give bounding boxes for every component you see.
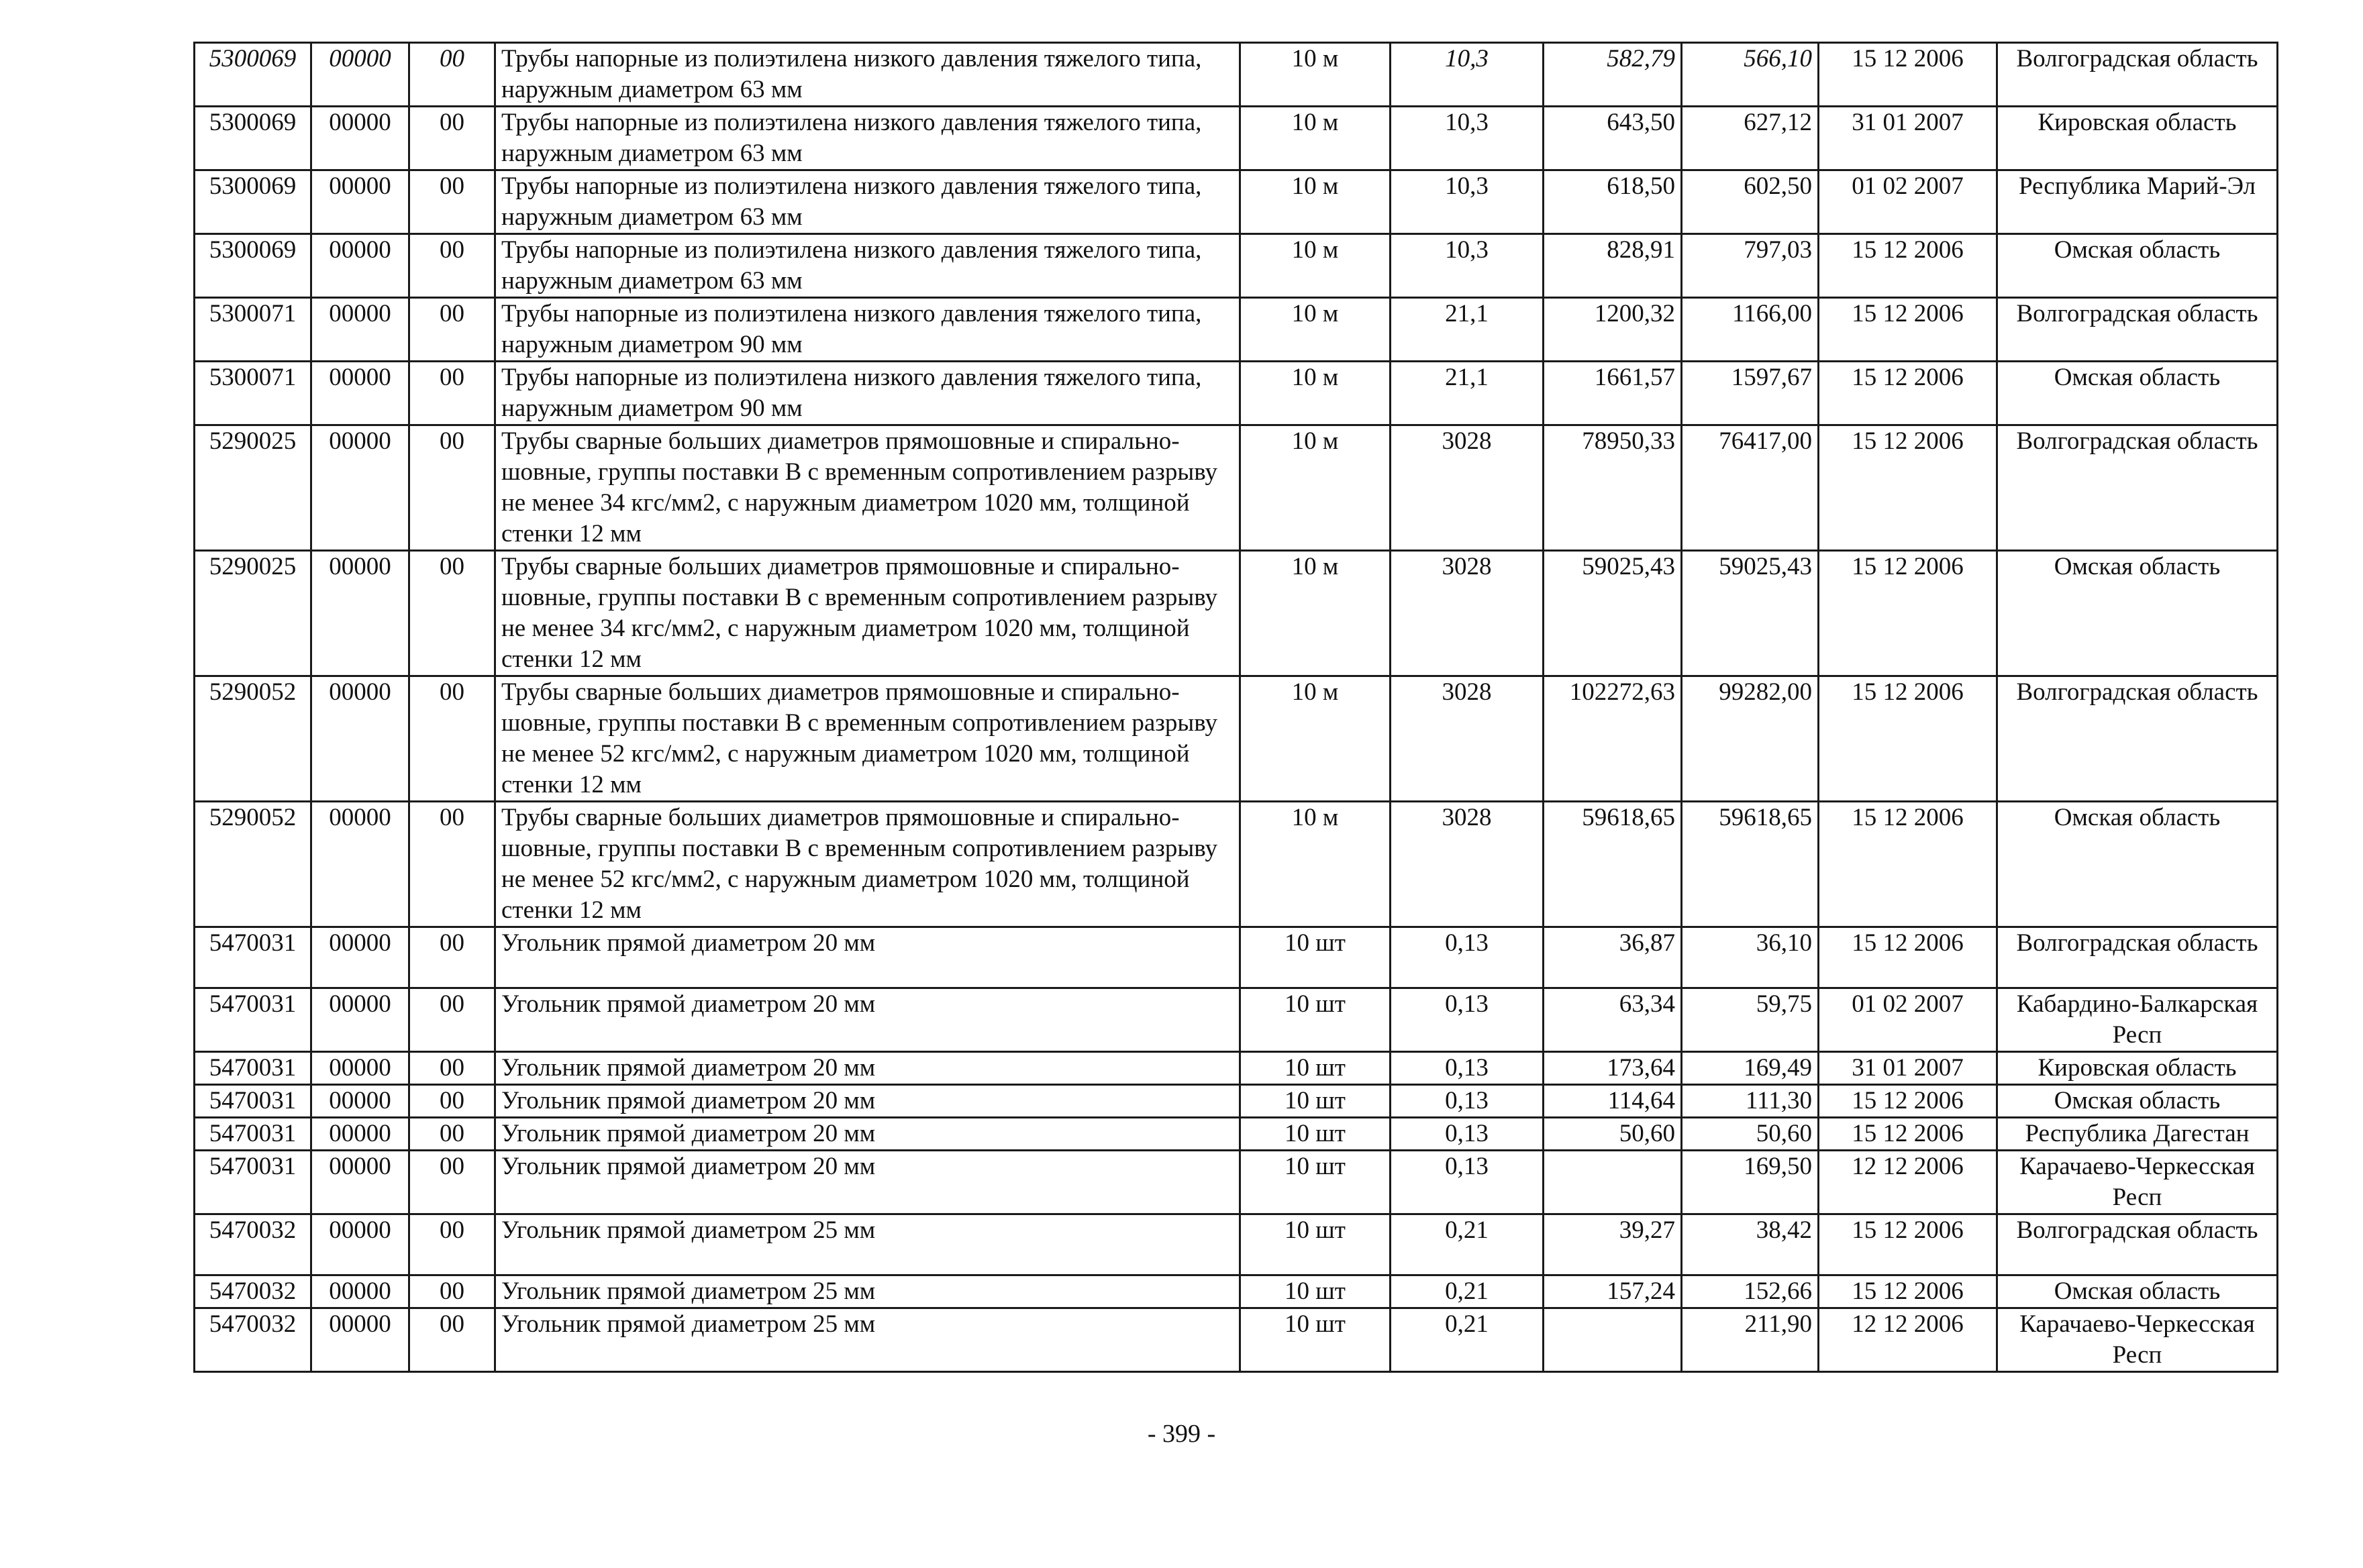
- norm-value: 3028: [1391, 425, 1544, 551]
- price-date: 12 12 2006: [1819, 1308, 1997, 1372]
- unit: 10 шт: [1240, 1085, 1391, 1118]
- variant-code: 00: [409, 1151, 495, 1214]
- price-date: 15 12 2006: [1819, 927, 1997, 988]
- region: Омская область: [1997, 802, 2278, 927]
- price-with-vat: 63,34: [1544, 988, 1682, 1052]
- unit: 10 м: [1240, 802, 1391, 927]
- variant-code: 00: [409, 927, 495, 988]
- unit: 10 м: [1240, 170, 1391, 234]
- item-name: Угольник прямой диаметром 25 мм: [495, 1308, 1240, 1372]
- price-without-vat: 211,90: [1682, 1308, 1819, 1372]
- price-date: 12 12 2006: [1819, 1151, 1997, 1214]
- price-without-vat: 169,50: [1682, 1151, 1819, 1214]
- table-row: [195, 1151, 2278, 1214]
- resource-code: 5300069: [195, 107, 311, 170]
- sub-code: 00000: [311, 802, 409, 927]
- price-with-vat: 39,27: [1544, 1214, 1682, 1275]
- unit: 10 м: [1240, 362, 1391, 425]
- variant-code: 00: [409, 551, 495, 676]
- region: Республика Марий-Эл: [1997, 170, 2278, 234]
- price-with-vat: 173,64: [1544, 1052, 1682, 1085]
- region: Карачаево-Черкесская Респ: [1997, 1308, 2278, 1372]
- unit: 10 шт: [1240, 1275, 1391, 1308]
- table-row: [195, 1275, 2278, 1308]
- unit: 10 м: [1240, 234, 1391, 298]
- sub-code: 00000: [311, 425, 409, 551]
- price-date: 01 02 2007: [1819, 170, 1997, 234]
- price-without-vat: 169,49: [1682, 1052, 1819, 1085]
- item-name: Трубы сварные больших диаметров прямошовные и спирально-шовные, группы поставки В с временным сопротивлением разрыву не менее 52 кгс/мм2, с наружным диаметром 1020 мм, толщиной стенки 12 мм: [495, 676, 1240, 802]
- table-row: [195, 1052, 2278, 1085]
- sub-code: 00000: [311, 1085, 409, 1118]
- price-with-vat: 59025,43: [1544, 551, 1682, 676]
- resource-code: 5470031: [195, 1151, 311, 1214]
- variant-code: 00: [409, 234, 495, 298]
- table-row: [195, 362, 2278, 425]
- norm-value: 3028: [1391, 676, 1544, 802]
- sub-code: 00000: [311, 298, 409, 362]
- item-name: Трубы сварные больших диаметров прямошовные и спирально-шовные, группы поставки В с временным сопротивлением разрыву не менее 34 кгс/мм2, с наружным диаметром 1020 мм, толщиной стенки 12 мм: [495, 551, 1240, 676]
- price-with-vat: 36,87: [1544, 927, 1682, 988]
- item-name: Угольник прямой диаметром 20 мм: [495, 988, 1240, 1052]
- unit: 10 м: [1240, 298, 1391, 362]
- sub-code: 00000: [311, 107, 409, 170]
- sub-code: 00000: [311, 234, 409, 298]
- sub-code: 00000: [311, 1308, 409, 1372]
- price-with-vat: 157,24: [1544, 1275, 1682, 1308]
- norm-value: 10,3: [1391, 43, 1544, 107]
- page-number: - 399 -: [1147, 1420, 1216, 1448]
- norm-value: 0,21: [1391, 1214, 1544, 1275]
- sub-code: 00000: [311, 43, 409, 107]
- price-date: 15 12 2006: [1819, 43, 1997, 107]
- table-row: [195, 988, 2278, 1052]
- price-with-vat: 50,60: [1544, 1118, 1682, 1151]
- price-date: 15 12 2006: [1819, 1275, 1997, 1308]
- item-name: Трубы напорные из полиэтилена низкого давления тяжелого типа, наружным диаметром 90 мм: [495, 362, 1240, 425]
- table-row: [195, 107, 2278, 170]
- region: Кабардино-Балкарская Респ: [1997, 988, 2278, 1052]
- resource-code: 5470031: [195, 988, 311, 1052]
- item-name: Трубы сварные больших диаметров прямошовные и спирально-шовные, группы поставки В с временным сопротивлением разрыву не менее 34 кгс/мм2, с наружным диаметром 1020 мм, толщиной стенки 12 мм: [495, 425, 1240, 551]
- unit: 10 м: [1240, 43, 1391, 107]
- norm-value: 0,21: [1391, 1275, 1544, 1308]
- norm-value: 21,1: [1391, 298, 1544, 362]
- norm-value: 0,13: [1391, 1151, 1544, 1214]
- price-without-vat: 1597,67: [1682, 362, 1819, 425]
- norm-value: 3028: [1391, 802, 1544, 927]
- item-name: Трубы напорные из полиэтилена низкого давления тяжелого типа, наружным диаметром 63 мм: [495, 43, 1240, 107]
- price-date: 01 02 2007: [1819, 988, 1997, 1052]
- norm-value: 10,3: [1391, 234, 1544, 298]
- variant-code: 00: [409, 362, 495, 425]
- resource-code: 5290025: [195, 425, 311, 551]
- norm-value: 0,13: [1391, 927, 1544, 988]
- region: Волгоградская область: [1997, 298, 2278, 362]
- price-with-vat: 643,50: [1544, 107, 1682, 170]
- price-without-vat: 36,10: [1682, 927, 1819, 988]
- resource-code: 5470032: [195, 1214, 311, 1275]
- region: Омская область: [1997, 551, 2278, 676]
- price-without-vat: 111,30: [1682, 1085, 1819, 1118]
- table-row: [195, 425, 2278, 551]
- norm-value: 0,13: [1391, 1085, 1544, 1118]
- resource-code: 5470032: [195, 1275, 311, 1308]
- price-without-vat: 627,12: [1682, 107, 1819, 170]
- price-date: 15 12 2006: [1819, 362, 1997, 425]
- norm-value: 0,21: [1391, 1308, 1544, 1372]
- price-without-vat: 797,03: [1682, 234, 1819, 298]
- resource-code: 5470031: [195, 1085, 311, 1118]
- price-with-vat: [1544, 1308, 1682, 1372]
- region: Омская область: [1997, 362, 2278, 425]
- unit: 10 шт: [1240, 988, 1391, 1052]
- norm-value: 0,13: [1391, 1118, 1544, 1151]
- variant-code: 00: [409, 802, 495, 927]
- price-table: [193, 42, 2278, 1373]
- region: Омская область: [1997, 234, 2278, 298]
- price-with-vat: 1661,57: [1544, 362, 1682, 425]
- sub-code: 00000: [311, 1151, 409, 1214]
- price-with-vat: 828,91: [1544, 234, 1682, 298]
- sub-code: 00000: [311, 362, 409, 425]
- resource-code: 5470031: [195, 927, 311, 988]
- resource-code: 5300069: [195, 170, 311, 234]
- table-row: [195, 170, 2278, 234]
- resource-code: 5290052: [195, 676, 311, 802]
- table-row: [195, 802, 2278, 927]
- norm-value: 10,3: [1391, 170, 1544, 234]
- item-name: Трубы напорные из полиэтилена низкого давления тяжелого типа, наружным диаметром 90 мм: [495, 298, 1240, 362]
- price-without-vat: 38,42: [1682, 1214, 1819, 1275]
- resource-code: 5300069: [195, 43, 311, 107]
- sub-code: 00000: [311, 170, 409, 234]
- price-without-vat: 50,60: [1682, 1118, 1819, 1151]
- region: Омская область: [1997, 1275, 2278, 1308]
- item-name: Угольник прямой диаметром 25 мм: [495, 1275, 1240, 1308]
- table-row: [195, 551, 2278, 676]
- unit: 10 м: [1240, 676, 1391, 802]
- item-name: Угольник прямой диаметром 20 мм: [495, 1151, 1240, 1214]
- variant-code: 00: [409, 676, 495, 802]
- table-row: [195, 676, 2278, 802]
- document-sheet: [193, 42, 2276, 1373]
- region: Волгоградская область: [1997, 927, 2278, 988]
- price-date: 31 01 2007: [1819, 107, 1997, 170]
- price-without-vat: 1166,00: [1682, 298, 1819, 362]
- resource-code: 5290025: [195, 551, 311, 676]
- unit: 10 м: [1240, 551, 1391, 676]
- table-row: [195, 1118, 2278, 1151]
- price-date: 15 12 2006: [1819, 1085, 1997, 1118]
- price-with-vat: 1200,32: [1544, 298, 1682, 362]
- item-name: Угольник прямой диаметром 20 мм: [495, 927, 1240, 988]
- unit: 10 м: [1240, 425, 1391, 551]
- price-with-vat: 114,64: [1544, 1085, 1682, 1118]
- price-date: 15 12 2006: [1819, 298, 1997, 362]
- table-row: [195, 1308, 2278, 1372]
- norm-value: 3028: [1391, 551, 1544, 676]
- sub-code: 00000: [311, 1118, 409, 1151]
- variant-code: 00: [409, 298, 495, 362]
- item-name: Трубы сварные больших диаметров прямошовные и спирально-шовные, группы поставки В с временным сопротивлением разрыву не менее 52 кгс/мм2, с наружным диаметром 1020 мм, толщиной стенки 12 мм: [495, 802, 1240, 927]
- variant-code: 00: [409, 1052, 495, 1085]
- table-row: [195, 43, 2278, 107]
- sub-code: 00000: [311, 551, 409, 676]
- resource-code: 5470031: [195, 1052, 311, 1085]
- price-date: 15 12 2006: [1819, 425, 1997, 551]
- price-with-vat: 78950,33: [1544, 425, 1682, 551]
- region: Карачаево-Черкесская Респ: [1997, 1151, 2278, 1214]
- table-row: [195, 1085, 2278, 1118]
- norm-value: 0,13: [1391, 988, 1544, 1052]
- variant-code: 00: [409, 1118, 495, 1151]
- variant-code: 00: [409, 425, 495, 551]
- resource-code: 5290052: [195, 802, 311, 927]
- region: Омская область: [1997, 1085, 2278, 1118]
- price-without-vat: 59025,43: [1682, 551, 1819, 676]
- item-name: Трубы напорные из полиэтилена низкого давления тяжелого типа, наружным диаметром 63 мм: [495, 107, 1240, 170]
- price-date: 15 12 2006: [1819, 676, 1997, 802]
- unit: 10 шт: [1240, 1052, 1391, 1085]
- region: Кировская область: [1997, 107, 2278, 170]
- resource-code: 5300069: [195, 234, 311, 298]
- sub-code: 00000: [311, 1052, 409, 1085]
- price-date: 15 12 2006: [1819, 1214, 1997, 1275]
- price-date: 15 12 2006: [1819, 234, 1997, 298]
- variant-code: 00: [409, 170, 495, 234]
- resource-code: 5470032: [195, 1308, 311, 1372]
- region: Волгоградская область: [1997, 43, 2278, 107]
- price-with-vat: 102272,63: [1544, 676, 1682, 802]
- variant-code: 00: [409, 1214, 495, 1275]
- price-without-vat: 566,10: [1682, 43, 1819, 107]
- table-row: [195, 927, 2278, 988]
- table-row: [195, 234, 2278, 298]
- item-name: Угольник прямой диаметром 20 мм: [495, 1052, 1240, 1085]
- price-date: 15 12 2006: [1819, 551, 1997, 676]
- price-without-vat: 59,75: [1682, 988, 1819, 1052]
- variant-code: 00: [409, 1275, 495, 1308]
- item-name: Угольник прямой диаметром 20 мм: [495, 1085, 1240, 1118]
- price-with-vat: 618,50: [1544, 170, 1682, 234]
- sub-code: 00000: [311, 927, 409, 988]
- norm-value: 10,3: [1391, 107, 1544, 170]
- price-with-vat: 59618,65: [1544, 802, 1682, 927]
- sub-code: 00000: [311, 676, 409, 802]
- norm-value: 21,1: [1391, 362, 1544, 425]
- price-without-vat: 602,50: [1682, 170, 1819, 234]
- price-date: 15 12 2006: [1819, 1118, 1997, 1151]
- table-row: [195, 298, 2278, 362]
- unit: 10 шт: [1240, 927, 1391, 988]
- item-name: Угольник прямой диаметром 20 мм: [495, 1118, 1240, 1151]
- price-without-vat: 76417,00: [1682, 425, 1819, 551]
- variant-code: 00: [409, 1085, 495, 1118]
- resource-code: 5300071: [195, 362, 311, 425]
- unit: 10 шт: [1240, 1214, 1391, 1275]
- price-date: 15 12 2006: [1819, 802, 1997, 927]
- region: Волгоградская область: [1997, 425, 2278, 551]
- item-name: Угольник прямой диаметром 25 мм: [495, 1214, 1240, 1275]
- variant-code: 00: [409, 988, 495, 1052]
- sub-code: 00000: [311, 1275, 409, 1308]
- unit: 10 шт: [1240, 1118, 1391, 1151]
- norm-value: 0,13: [1391, 1052, 1544, 1085]
- region: Кировская область: [1997, 1052, 2278, 1085]
- resource-code: 5300071: [195, 298, 311, 362]
- price-without-vat: 152,66: [1682, 1275, 1819, 1308]
- price-without-vat: 59618,65: [1682, 802, 1819, 927]
- variant-code: 00: [409, 107, 495, 170]
- unit: 10 м: [1240, 107, 1391, 170]
- unit: 10 шт: [1240, 1151, 1391, 1214]
- price-date: 31 01 2007: [1819, 1052, 1997, 1085]
- price-with-vat: 582,79: [1544, 43, 1682, 107]
- resource-code: 5470031: [195, 1118, 311, 1151]
- region: Республика Дагестан: [1997, 1118, 2278, 1151]
- region: Волгоградская область: [1997, 676, 2278, 802]
- item-name: Трубы напорные из полиэтилена низкого давления тяжелого типа, наружным диаметром 63 мм: [495, 234, 1240, 298]
- variant-code: 00: [409, 1308, 495, 1372]
- price-without-vat: 99282,00: [1682, 676, 1819, 802]
- table-row: [195, 1214, 2278, 1275]
- variant-code: 00: [409, 43, 495, 107]
- unit: 10 шт: [1240, 1308, 1391, 1372]
- item-name: Трубы напорные из полиэтилена низкого давления тяжелого типа, наружным диаметром 63 мм: [495, 170, 1240, 234]
- price-with-vat: [1544, 1151, 1682, 1214]
- sub-code: 00000: [311, 1214, 409, 1275]
- region: Волгоградская область: [1997, 1214, 2278, 1275]
- sub-code: 00000: [311, 988, 409, 1052]
